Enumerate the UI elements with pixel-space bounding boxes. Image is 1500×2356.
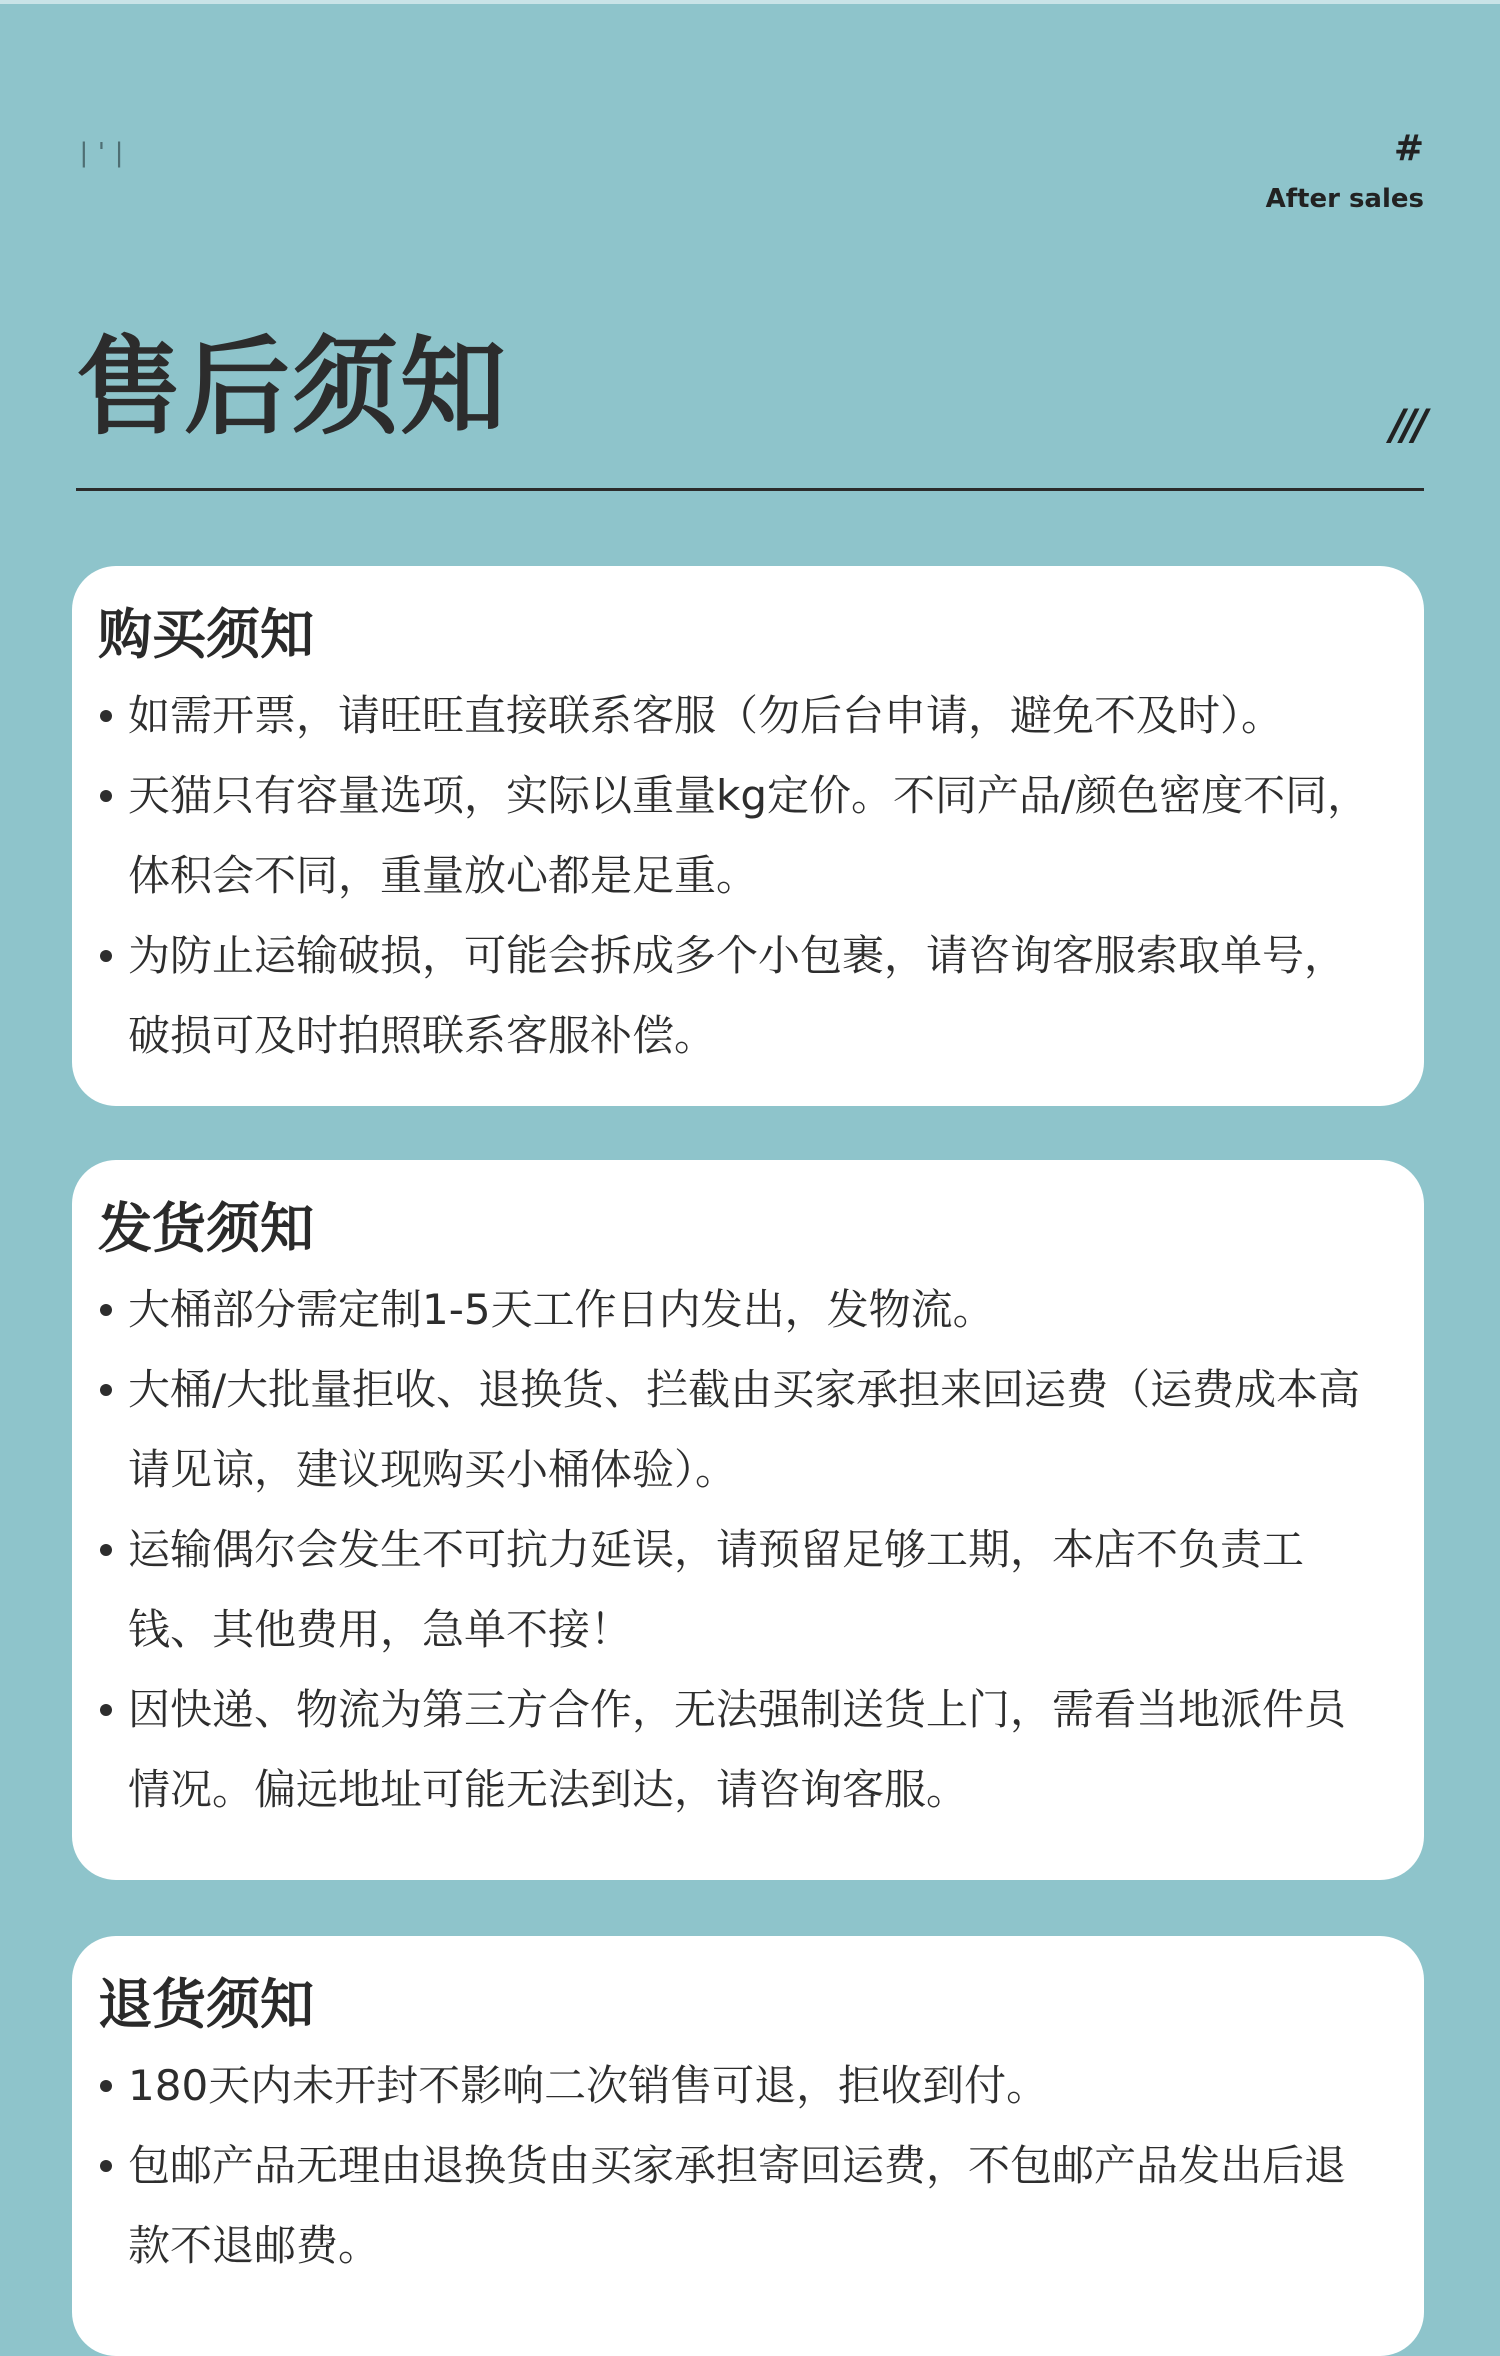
decorative-mark: |'| [76, 138, 129, 168]
page-title: 售后须知 [76, 326, 508, 449]
purchase-notice-card [72, 566, 1424, 1106]
list-item: 180天内未开封不影响二次销售可退，拒收到付。 [98, 2046, 1384, 2126]
card-title: 发货须知 [98, 1197, 314, 1260]
hash-icon: # [1393, 128, 1424, 169]
return-notice-card [72, 1936, 1424, 2356]
list-item: 运输偶尔会发生不可抗力延误，请预留足够工期，本店不负责工钱、其他费用，急单不接！ [98, 1510, 1384, 1670]
list-item: 大桶部分需定制1-5天工作日内发出，发物流。 [98, 1270, 1384, 1350]
list-item: 如需开票，请旺旺直接联系客服（勿后台申请，避免不及时）。 [98, 676, 1384, 756]
card-title: 购买须知 [98, 603, 314, 666]
list-item: 大桶/大批量拒收、退换货、拦截由买家承担来回运费（运费成本高请见谅，建议现购买小桶体验）。 [98, 1350, 1384, 1510]
list-item: 因快递、物流为第三方合作，无法强制送货上门，需看当地派件员情况。偏远地址可能无法到达，请咨询客服。 [98, 1670, 1384, 1830]
shipping-notice-card [72, 1160, 1424, 1880]
list-item: 包邮产品无理由退换货由买家承担寄回运费，不包邮产品发出后退款不退邮费。 [98, 2126, 1384, 2286]
list-item: 天猫只有容量选项，实际以重量kg定价。不同产品/颜色密度不同，体积会不同，重量放心都是足重。 [98, 756, 1384, 916]
english-subtitle: After sales [1265, 184, 1424, 214]
top-border [0, 0, 1500, 4]
card-title: 退货须知 [98, 1973, 314, 2036]
list-item: 为防止运输破损，可能会拆成多个小包裹，请咨询客服索取单号，破损可及时拍照联系客服补偿。 [98, 916, 1384, 1076]
slashes-decoration: /// [1389, 400, 1424, 449]
title-divider [76, 488, 1424, 491]
